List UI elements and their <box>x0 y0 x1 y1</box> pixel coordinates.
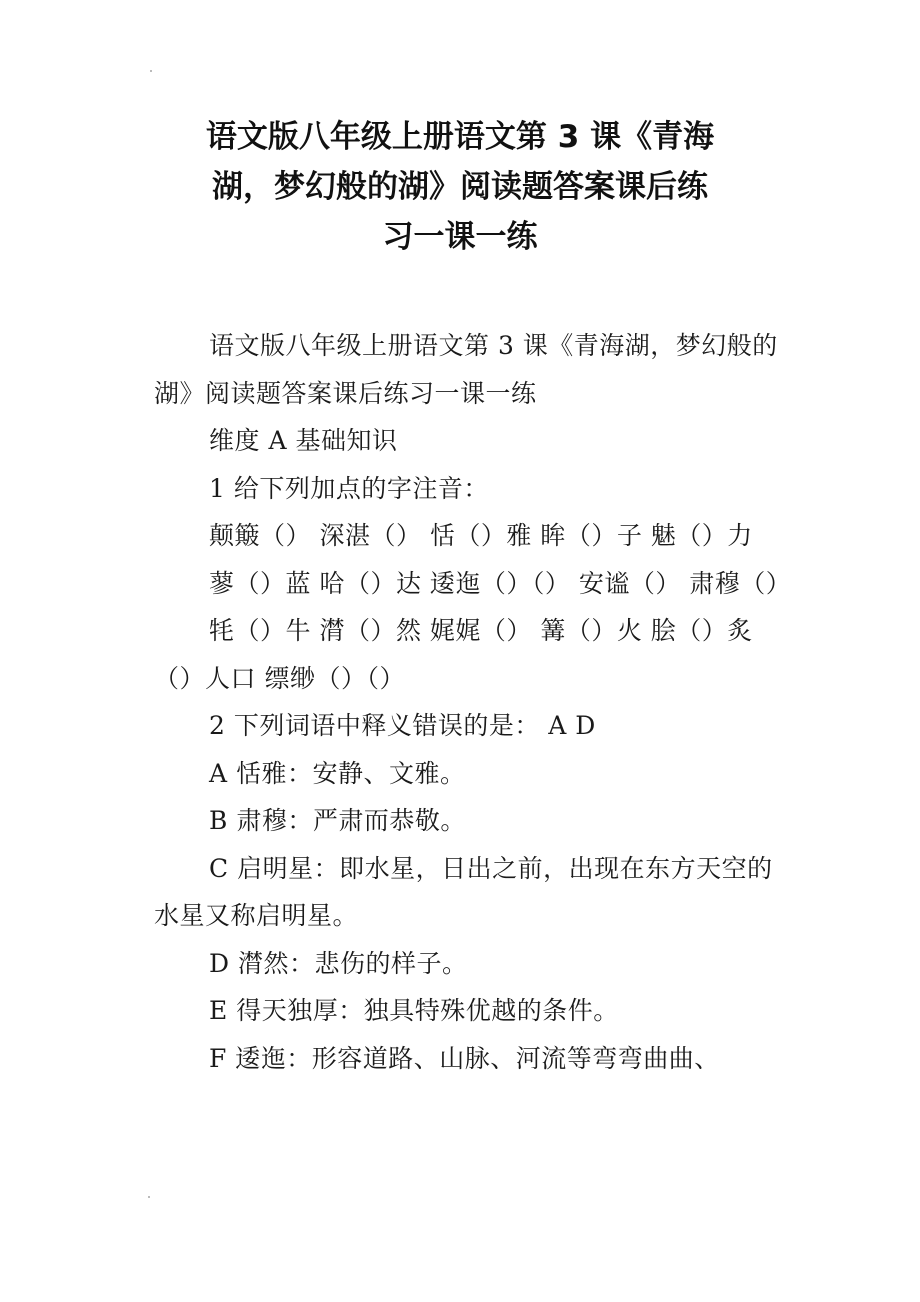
question-2: 2 下列词语中释义错误的是： A D <box>209 711 596 740</box>
option-a: A 恬雅：安静、文雅。 <box>209 758 466 788</box>
question-1-line-2: 蓼（）蓝 哈（）达 逶迤（）（） 安谧（） 肃穆（） <box>209 568 792 598</box>
title-line: 湖，梦幻般的湖》阅读题答案课后练 <box>212 169 708 205</box>
option-b: B 肃穆：严肃而恭敬。 <box>209 806 466 835</box>
document-title <box>150 112 770 262</box>
document-body <box>154 322 792 1082</box>
section-heading: 维度 A 基础知识 <box>209 426 398 455</box>
option-c: C 启明星：即水星，日出之前，出现在东方天空的水星又称启明星。 <box>154 853 773 930</box>
title-line: 语文版八年级上册语文第 3 课《青海 <box>205 119 715 155</box>
option-f: F 逶迤：形容道路、山脉、河流等弯弯曲曲、 <box>209 1043 720 1073</box>
option-d: D 潸然：悲伤的样子。 <box>209 948 468 978</box>
title-line: 习一课一练 <box>382 219 538 255</box>
question-1-line-1: 颠簸（） 深湛（） 恬（）雅 眸（）子 魅（）力 <box>209 521 753 550</box>
intro-paragraph: 语文版八年级上册语文第 3 课《青海湖，梦幻般的湖》阅读题答案课后练习一课一练 <box>154 331 778 408</box>
scan-mark-top <box>150 70 152 72</box>
question-1-line-3: 牦（）牛 潸（）然 娓娓（） 篝（）火 脍（）炙（）人口 缥缈（）（） <box>154 616 753 693</box>
question-1: 1 给下列加点的字注音： <box>209 473 489 503</box>
scan-mark-bottom <box>148 1196 150 1198</box>
option-e: E 得天独厚：独具特殊优越的条件。 <box>209 996 619 1025</box>
